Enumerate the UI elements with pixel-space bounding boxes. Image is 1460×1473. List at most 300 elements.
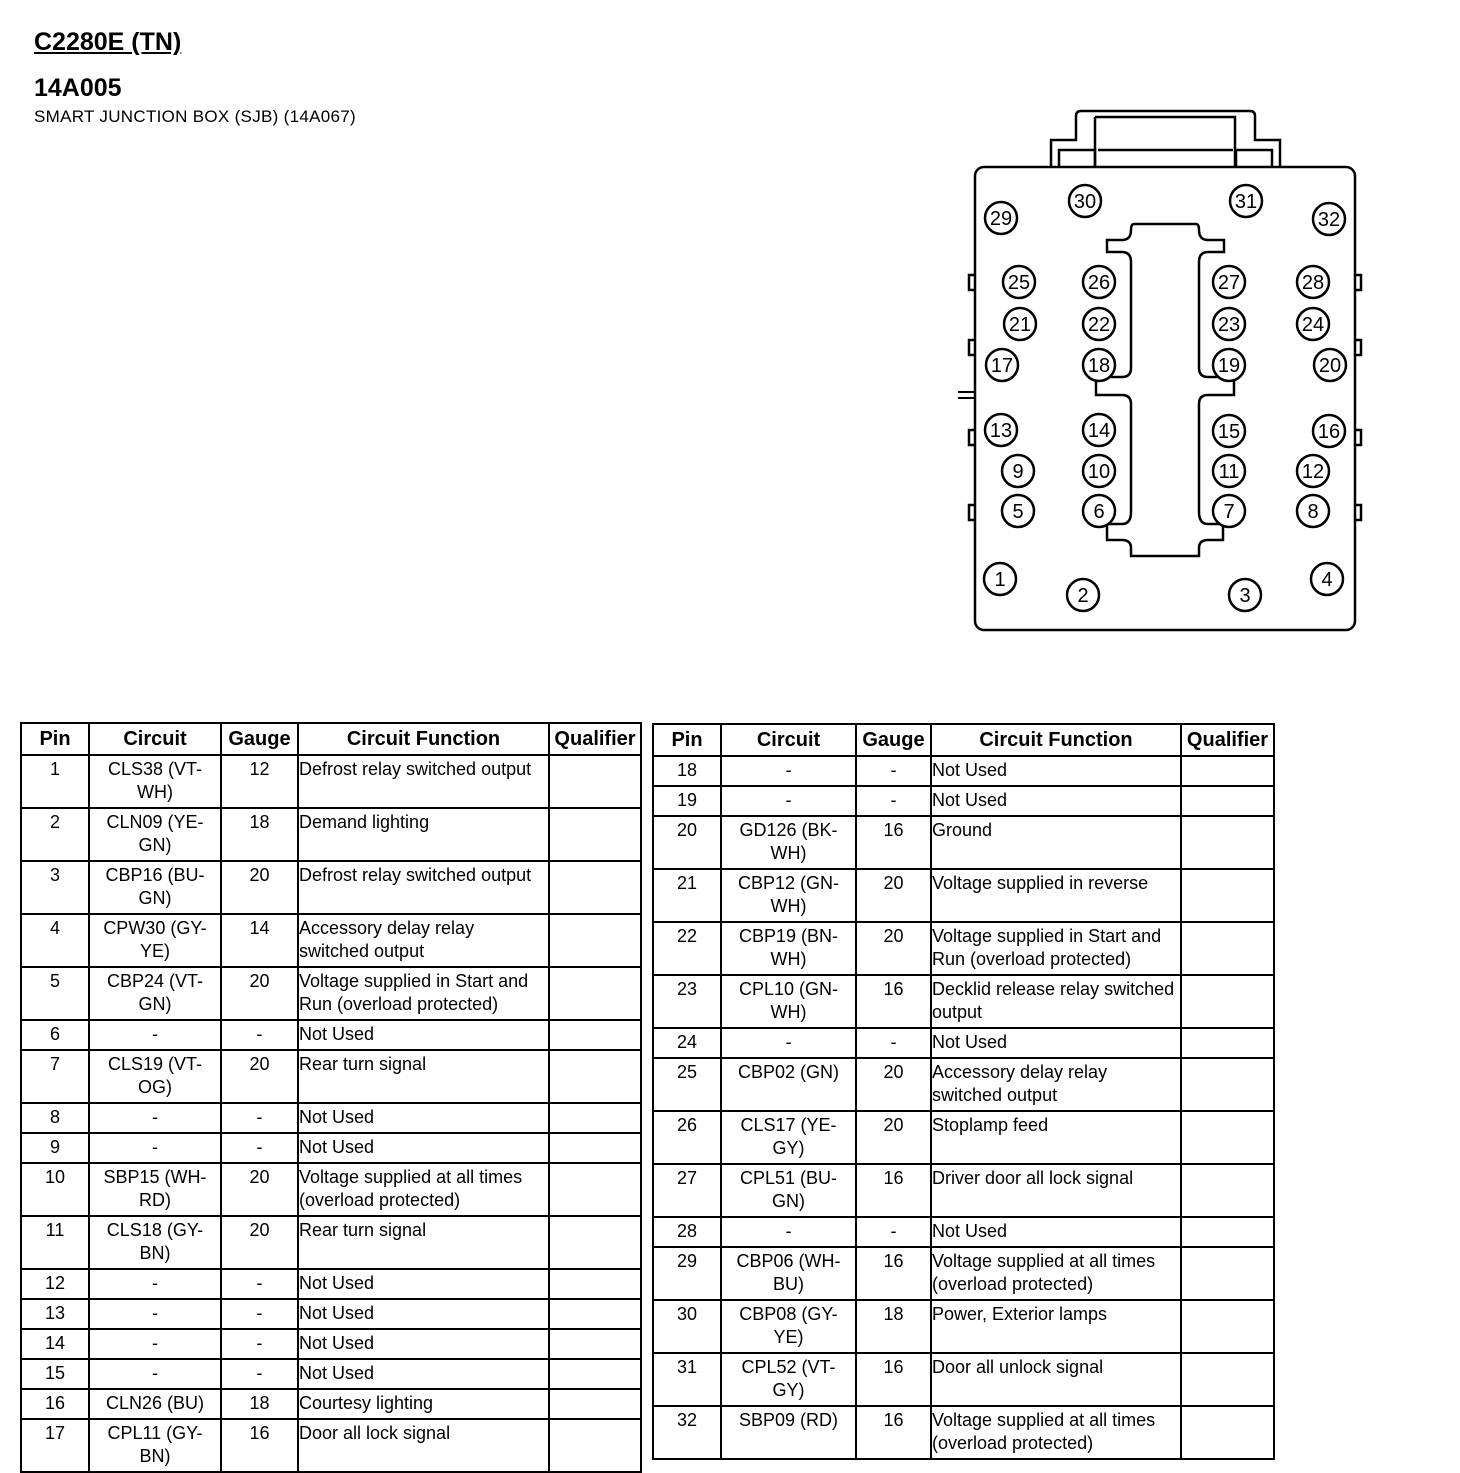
diagram-pin — [1230, 185, 1262, 217]
header-circuit: Circuit — [89, 723, 221, 755]
qualifier-cell — [549, 1329, 641, 1359]
circuit-cell-text: CPL10 (GN-WH) — [738, 979, 839, 1022]
qualifier-cell — [549, 755, 641, 808]
table-row — [21, 967, 641, 1020]
pin-number: 22 — [1087, 314, 1111, 336]
pin-table-right — [652, 723, 1275, 1460]
gauge-cell-text: 20 — [249, 1054, 270, 1074]
diagram-pin — [1003, 266, 1035, 298]
circuit-cell-text: CBP02 (GN) — [737, 1062, 840, 1082]
pin-number: 8 — [1307, 501, 1319, 523]
gauge-cell — [856, 1058, 931, 1111]
header-circuit-function: Circuit Function — [931, 724, 1181, 756]
pin-cell — [21, 1216, 89, 1269]
circuit-cell-text: CLS19 (VT-OG) — [107, 1054, 203, 1097]
circuit-function-cell-text: Defrost relay switched output — [299, 865, 532, 885]
circuit-cell — [721, 756, 856, 786]
circuit-function-cell — [298, 1216, 549, 1269]
circuit-function-cell-text: Not Used — [299, 1303, 375, 1323]
diagram-pin — [1213, 495, 1245, 527]
circuit-function-cell-text: Voltage supplied at all times (overload protected) — [932, 1410, 1156, 1453]
gauge-cell — [856, 1111, 931, 1164]
circuit-function-cell — [931, 756, 1181, 786]
qualifier-cell — [1181, 922, 1274, 975]
header-gauge: Gauge — [221, 723, 298, 755]
circuit-cell — [721, 869, 856, 922]
circuit-function-cell-text: Not Used — [299, 1363, 375, 1383]
circuit-cell — [721, 1217, 856, 1247]
pin-cell-text: 27 — [676, 1168, 698, 1188]
circuit-function-cell-text: Not Used — [932, 1221, 1008, 1241]
qualifier-cell — [1181, 1300, 1274, 1353]
table-row — [653, 1406, 1274, 1459]
qualifier-cell — [549, 808, 641, 861]
pin-number: 3 — [1239, 585, 1251, 607]
table-header-row — [653, 724, 1274, 756]
diagram-pin — [1213, 455, 1245, 487]
table-row — [653, 756, 1274, 786]
pin-table-left — [20, 722, 642, 1473]
circuit-function-cell — [931, 1164, 1181, 1217]
qualifier-cell — [1181, 975, 1274, 1028]
qualifier-cell — [1181, 756, 1274, 786]
diagram-pin — [1313, 203, 1345, 235]
gauge-cell — [856, 975, 931, 1028]
gauge-cell — [221, 1163, 298, 1216]
table-row — [21, 1359, 641, 1389]
diagram-pin — [1083, 308, 1115, 340]
circuit-function-cell-text: Ground — [932, 820, 993, 840]
pin-number: 18 — [1087, 355, 1111, 377]
pin-cell-text: 5 — [49, 971, 60, 991]
diagram-pin — [1314, 349, 1346, 381]
diagram-pin — [1213, 308, 1245, 340]
diagram-pin — [1297, 495, 1329, 527]
circuit-function-cell — [298, 967, 549, 1020]
connector-latch — [1051, 111, 1280, 167]
header-qualifier: Qualifier — [549, 723, 641, 755]
table-row — [653, 1164, 1274, 1217]
pin-cell-text: 13 — [44, 1303, 66, 1323]
circuit-function-cell — [931, 786, 1181, 816]
circuit-cell-text: CLS17 (YE-GY) — [740, 1115, 837, 1158]
pin-number: 26 — [1087, 272, 1111, 294]
circuit-cell-text: CLN09 (YE-GN) — [106, 812, 204, 855]
diagram-pin — [1313, 415, 1345, 447]
circuit-function-cell — [298, 1389, 549, 1419]
pin-cell-text: 24 — [676, 1032, 698, 1052]
qualifier-cell — [1181, 1028, 1274, 1058]
table-row — [21, 1163, 641, 1216]
gauge-cell — [221, 1419, 298, 1472]
pin-cell — [653, 786, 721, 816]
pin-number: 12 — [1301, 461, 1325, 483]
pin-cell — [21, 1133, 89, 1163]
circuit-cell — [721, 1111, 856, 1164]
pin-cell — [21, 1419, 89, 1472]
component-description: SMART JUNCTION BOX (SJB) (14A067) — [34, 107, 356, 126]
qualifier-cell — [1181, 1111, 1274, 1164]
circuit-function-cell — [931, 816, 1181, 869]
circuit-function-cell-text: Voltage supplied in reverse — [932, 873, 1149, 893]
pin-cell — [21, 1299, 89, 1329]
diagram-pin — [985, 414, 1017, 446]
gauge-cell — [856, 1247, 931, 1300]
circuit-cell — [721, 922, 856, 975]
gauge-cell — [221, 1299, 298, 1329]
circuit-function-cell-text: Demand lighting — [299, 812, 430, 832]
gauge-cell-text: - — [890, 760, 897, 780]
circuit-function-cell-text: Voltage supplied at all times (overload protected) — [932, 1251, 1156, 1294]
gauge-cell-text: - — [256, 1363, 263, 1383]
pin-cell-text: 7 — [49, 1054, 60, 1074]
gauge-cell-text: 20 — [883, 1115, 904, 1135]
pin-cell-text: 23 — [676, 979, 698, 999]
qualifier-cell — [1181, 816, 1274, 869]
table-row — [21, 1329, 641, 1359]
circuit-function-cell — [298, 1103, 549, 1133]
circuit-cell — [89, 1269, 221, 1299]
diagram-pin — [1083, 495, 1115, 527]
table-row — [653, 1028, 1274, 1058]
gauge-cell-text: 16 — [883, 1251, 904, 1271]
pin-cell — [653, 975, 721, 1028]
gauge-cell-text: 16 — [883, 979, 904, 999]
circuit-cell — [89, 808, 221, 861]
circuit-cell — [89, 1216, 221, 1269]
pin-cell — [21, 1269, 89, 1299]
table-row — [21, 808, 641, 861]
pin-number: 13 — [989, 420, 1013, 442]
circuit-function-cell — [298, 1299, 549, 1329]
table-row — [653, 1247, 1274, 1300]
pin-cell — [21, 1020, 89, 1050]
pin-number: 24 — [1301, 314, 1325, 336]
diagram-pin — [1083, 455, 1115, 487]
gauge-cell-text: 16 — [249, 1423, 270, 1443]
qualifier-cell — [1181, 786, 1274, 816]
pin-cell-text: 17 — [44, 1423, 66, 1443]
gauge-cell-text: 16 — [883, 820, 904, 840]
circuit-cell — [721, 1406, 856, 1459]
circuit-function-cell — [931, 1406, 1181, 1459]
pin-cell-text: 29 — [676, 1251, 698, 1271]
circuit-function-cell — [298, 1020, 549, 1050]
gauge-cell-text: 16 — [883, 1357, 904, 1377]
qualifier-cell — [549, 1419, 641, 1472]
circuit-function-cell — [931, 1300, 1181, 1353]
diagram-pin — [986, 349, 1018, 381]
diagram-pin — [1002, 455, 1034, 487]
circuit-cell — [721, 975, 856, 1028]
circuit-function-cell-text: Stoplamp feed — [932, 1115, 1049, 1135]
gauge-cell-text: - — [890, 790, 897, 810]
qualifier-cell — [1181, 869, 1274, 922]
circuit-function-cell-text: Rear turn signal — [299, 1054, 427, 1074]
circuit-function-cell-text: Not Used — [932, 790, 1008, 810]
circuit-function-cell — [298, 1269, 549, 1299]
gauge-cell — [221, 1329, 298, 1359]
circuit-function-cell-text: Driver door all lock signal — [932, 1168, 1134, 1188]
circuit-function-cell-text: Not Used — [299, 1137, 375, 1157]
gauge-cell — [856, 786, 931, 816]
pin-cell — [653, 1406, 721, 1459]
pin-number: 31 — [1234, 191, 1258, 213]
pin-cell — [653, 1164, 721, 1217]
circuit-cell-text: - — [152, 1024, 158, 1044]
pin-cell — [21, 967, 89, 1020]
table-row — [653, 975, 1274, 1028]
qualifier-cell — [549, 967, 641, 1020]
part-number: 14A005 — [34, 74, 122, 102]
circuit-function-cell-text: Decklid release relay switched output — [932, 979, 1175, 1022]
circuit-cell-text: CPW30 (GY-YE) — [103, 918, 207, 961]
diagram-pin — [1002, 495, 1034, 527]
pin-cell-text: 14 — [44, 1333, 66, 1353]
diagram-pin — [1213, 415, 1245, 447]
gauge-cell — [856, 922, 931, 975]
pin-cell — [21, 914, 89, 967]
table-row — [21, 1389, 641, 1419]
circuit-cell — [721, 1247, 856, 1300]
circuit-function-cell-text: Not Used — [299, 1273, 375, 1293]
qualifier-cell — [549, 1389, 641, 1419]
qualifier-cell — [549, 1299, 641, 1329]
circuit-function-cell — [931, 922, 1181, 975]
header-pin: Pin — [21, 723, 89, 755]
pin-cell — [653, 1028, 721, 1058]
circuit-function-cell — [298, 1329, 549, 1359]
circuit-cell-text: CLN26 (BU) — [105, 1393, 205, 1413]
gauge-cell-text: 20 — [883, 873, 904, 893]
circuit-cell — [721, 1300, 856, 1353]
pin-cell — [653, 756, 721, 786]
circuit-function-cell — [298, 1133, 549, 1163]
circuit-cell — [89, 1103, 221, 1133]
table-row — [653, 1353, 1274, 1406]
gauge-cell-text: 20 — [249, 1220, 270, 1240]
pin-number: 1 — [994, 569, 1006, 591]
gauge-cell — [221, 1133, 298, 1163]
circuit-cell-text: CBP12 (GN-WH) — [737, 873, 840, 916]
circuit-cell — [721, 1353, 856, 1406]
circuit-cell-text: - — [785, 790, 792, 810]
circuit-function-cell-text: Door all unlock signal — [932, 1357, 1104, 1377]
pin-cell-text: 21 — [676, 873, 698, 893]
circuit-function-cell-text: Door all lock signal — [299, 1423, 451, 1443]
gauge-cell-text: 20 — [249, 1167, 270, 1187]
gauge-cell — [221, 755, 298, 808]
gauge-cell — [856, 756, 931, 786]
pin-cell — [21, 861, 89, 914]
gauge-cell-text: - — [256, 1107, 263, 1127]
qualifier-cell — [549, 1020, 641, 1050]
qualifier-cell — [1181, 1406, 1274, 1459]
gauge-cell — [221, 1269, 298, 1299]
diagram-pin — [1083, 349, 1115, 381]
pin-cell-text: 11 — [45, 1220, 65, 1240]
pin-cell-text: 25 — [676, 1062, 698, 1082]
diagram-pin — [1083, 414, 1115, 446]
gauge-cell-text: 20 — [249, 865, 270, 885]
circuit-function-cell — [931, 869, 1181, 922]
gauge-cell-text: - — [256, 1333, 263, 1353]
gauge-cell-text: 18 — [883, 1304, 904, 1324]
pin-number: 23 — [1217, 314, 1241, 336]
connector-body — [975, 167, 1355, 630]
gauge-cell — [221, 1389, 298, 1419]
qualifier-cell — [1181, 1217, 1274, 1247]
qualifier-cell — [549, 1133, 641, 1163]
table-row — [21, 755, 641, 808]
circuit-cell — [721, 786, 856, 816]
circuit-cell — [89, 1359, 221, 1389]
pin-cell — [653, 1247, 721, 1300]
pin-cell — [21, 1329, 89, 1359]
table-row — [21, 1216, 641, 1269]
circuit-cell — [89, 1020, 221, 1050]
pin-cell-text: 18 — [676, 760, 698, 780]
gauge-cell-text: 18 — [249, 812, 270, 832]
circuit-cell — [721, 1058, 856, 1111]
pin-number: 4 — [1321, 569, 1333, 591]
table-row — [653, 1058, 1274, 1111]
table-row — [653, 786, 1274, 816]
circuit-cell-text: - — [785, 1032, 792, 1052]
circuit-function-cell — [931, 1247, 1181, 1300]
circuit-function-cell — [298, 1419, 549, 1472]
pin-number: 29 — [989, 208, 1013, 230]
pin-number: 19 — [1217, 355, 1241, 377]
pin-cell — [21, 755, 89, 808]
table-row — [21, 1020, 641, 1050]
pin-cell — [21, 1103, 89, 1133]
circuit-function-cell — [298, 808, 549, 861]
table-row — [21, 1299, 641, 1329]
pin-number: 10 — [1087, 461, 1111, 483]
gauge-cell — [221, 1103, 298, 1133]
circuit-cell — [89, 1050, 221, 1103]
header-pin: Pin — [653, 724, 721, 756]
circuit-function-cell-text: Defrost relay switched output — [299, 759, 532, 779]
qualifier-cell — [1181, 1058, 1274, 1111]
header-gauge: Gauge — [856, 724, 931, 756]
gauge-cell — [856, 816, 931, 869]
circuit-cell-text: CBP08 (GY-YE) — [739, 1304, 838, 1347]
pin-number: 28 — [1301, 272, 1325, 294]
pin-cell — [653, 1058, 721, 1111]
diagram-pin — [1069, 185, 1101, 217]
gauge-cell-text: 20 — [883, 1062, 904, 1082]
gauge-cell — [856, 1217, 931, 1247]
circuit-function-cell — [931, 1058, 1181, 1111]
pin-cell — [21, 1050, 89, 1103]
header-circuit: Circuit — [721, 724, 856, 756]
circuit-cell-text: CPL51 (BU-GN) — [739, 1168, 838, 1211]
circuit-cell-text: - — [785, 760, 792, 780]
circuit-cell-text: - — [152, 1107, 158, 1127]
gauge-cell-text: 16 — [883, 1410, 904, 1430]
qualifier-cell — [549, 1103, 641, 1133]
pin-cell-text: 10 — [44, 1167, 66, 1187]
gauge-cell-text: - — [256, 1137, 263, 1157]
circuit-function-cell — [931, 1353, 1181, 1406]
pin-number: 6 — [1093, 501, 1105, 523]
pin-cell-text: 15 — [44, 1363, 66, 1383]
pin-cell-text: 6 — [49, 1024, 60, 1044]
circuit-function-cell — [298, 1163, 549, 1216]
pin-cell-text: 20 — [676, 820, 698, 840]
table-row — [653, 869, 1274, 922]
pin-cell-text: 30 — [676, 1304, 698, 1324]
qualifier-cell — [1181, 1353, 1274, 1406]
pin-cell — [21, 808, 89, 861]
circuit-function-cell-text: Voltage supplied in Start and Run (overload protected) — [932, 926, 1162, 969]
pin-cell — [653, 1300, 721, 1353]
gauge-cell — [856, 1028, 931, 1058]
pin-cell — [653, 1217, 721, 1247]
circuit-function-cell — [298, 755, 549, 808]
gauge-cell-text: 20 — [883, 926, 904, 946]
circuit-function-cell — [931, 1111, 1181, 1164]
circuit-cell-text: - — [785, 1221, 792, 1241]
diagram-pin — [1213, 349, 1245, 381]
table-header-row — [21, 723, 641, 755]
pin-cell-text: 12 — [44, 1273, 66, 1293]
diagram-pin — [1004, 308, 1036, 340]
circuit-cell — [89, 1329, 221, 1359]
table-row — [21, 914, 641, 967]
gauge-cell — [221, 1359, 298, 1389]
circuit-cell-text: - — [152, 1303, 158, 1323]
pin-cell-text: 28 — [676, 1221, 698, 1241]
circuit-cell — [89, 967, 221, 1020]
gauge-cell — [856, 1406, 931, 1459]
gauge-cell — [856, 1353, 931, 1406]
table-row — [21, 1103, 641, 1133]
circuit-cell — [89, 755, 221, 808]
diagram-pin — [1067, 579, 1099, 611]
qualifier-cell — [549, 1269, 641, 1299]
circuit-function-cell — [298, 914, 549, 967]
circuit-cell-text: CLS38 (VT-WH) — [107, 759, 203, 802]
qualifier-cell — [549, 861, 641, 914]
pin-number: 17 — [990, 355, 1014, 377]
circuit-cell — [721, 816, 856, 869]
header-circuit-function: Circuit Function — [298, 723, 549, 755]
circuit-cell-text: - — [152, 1273, 158, 1293]
pin-cell — [21, 1389, 89, 1419]
diagram-pin — [1297, 455, 1329, 487]
pin-number: 16 — [1317, 421, 1341, 443]
gauge-cell — [856, 1300, 931, 1353]
circuit-cell-text: CLS18 (GY-BN) — [106, 1220, 204, 1263]
table-row — [21, 1050, 641, 1103]
pin-number: 15 — [1217, 421, 1241, 443]
gauge-cell — [221, 1216, 298, 1269]
circuit-function-cell — [298, 861, 549, 914]
diagram-pin — [984, 563, 1016, 595]
diagram-pin — [1229, 579, 1261, 611]
pin-number: 11 — [1218, 461, 1240, 483]
gauge-cell-text: 12 — [249, 759, 270, 779]
circuit-function-cell-text: Rear turn signal — [299, 1220, 427, 1240]
pin-cell — [653, 1111, 721, 1164]
pin-cell-text: 4 — [49, 918, 60, 938]
circuit-function-cell-text: Not Used — [299, 1024, 375, 1044]
diagram-pin — [1297, 308, 1329, 340]
gauge-cell-text: 18 — [249, 1393, 270, 1413]
